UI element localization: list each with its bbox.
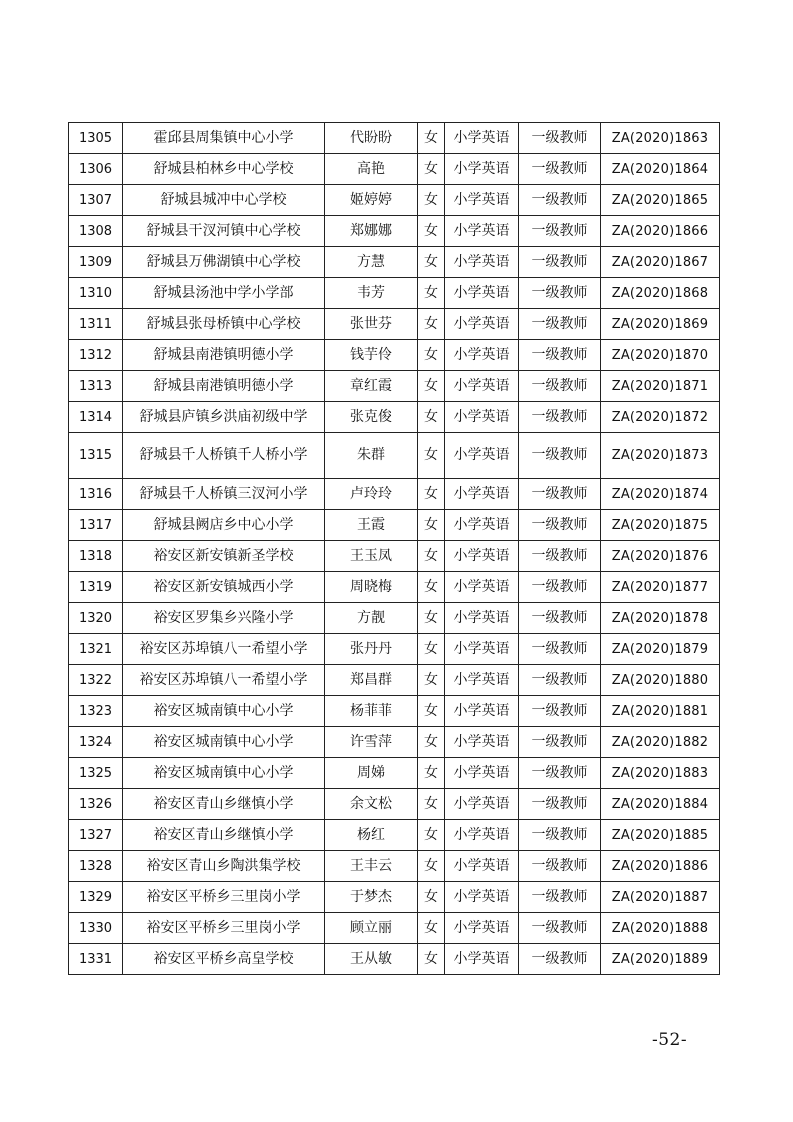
- table-row: [69, 944, 720, 975]
- row-number-cell: 1324: [69, 727, 123, 758]
- rank-title-cell: 一级教师: [519, 696, 601, 727]
- rank-title-cell: 一级教师: [519, 665, 601, 696]
- table-row: [69, 913, 720, 944]
- row-number-cell: 1306: [69, 154, 123, 185]
- certificate-code-cell: ZA(2020)1878: [601, 603, 720, 634]
- rank-title-cell: 一级教师: [519, 758, 601, 789]
- rank-title-cell: 一级教师: [519, 510, 601, 541]
- subject-cell: 小学英语: [445, 851, 519, 882]
- rank-title-cell: 一级教师: [519, 634, 601, 665]
- gender-cell: 女: [418, 309, 445, 340]
- school-cell: 舒城县干汊河镇中心学校: [123, 216, 325, 247]
- row-number-cell: 1326: [69, 789, 123, 820]
- row-number-cell: 1316: [69, 479, 123, 510]
- rank-title-cell: 一级教师: [519, 944, 601, 975]
- table-row: [69, 510, 720, 541]
- row-number-cell: 1307: [69, 185, 123, 216]
- teacher-name-cell: 周晓梅: [325, 572, 418, 603]
- table-row: [69, 278, 720, 309]
- rank-title-cell: 一级教师: [519, 572, 601, 603]
- subject-cell: 小学英语: [445, 913, 519, 944]
- school-cell: 舒城县城冲中心学校: [123, 185, 325, 216]
- certificate-code-cell: ZA(2020)1865: [601, 185, 720, 216]
- subject-cell: 小学英语: [445, 541, 519, 572]
- subject-cell: 小学英语: [445, 820, 519, 851]
- rank-title-cell: 一级教师: [519, 789, 601, 820]
- rank-title-cell: 一级教师: [519, 216, 601, 247]
- teacher-name-cell: 周娣: [325, 758, 418, 789]
- teacher-name-cell: 王霞: [325, 510, 418, 541]
- table-row: [69, 479, 720, 510]
- gender-cell: 女: [418, 727, 445, 758]
- row-number-cell: 1308: [69, 216, 123, 247]
- certificate-code-cell: ZA(2020)1879: [601, 634, 720, 665]
- subject-cell: 小学英语: [445, 789, 519, 820]
- teacher-name-cell: 姬婷婷: [325, 185, 418, 216]
- row-number-cell: 1311: [69, 309, 123, 340]
- certificate-code-cell: ZA(2020)1883: [601, 758, 720, 789]
- table-row: [69, 185, 720, 216]
- teacher-name-cell: 杨菲菲: [325, 696, 418, 727]
- teacher-name-cell: 卢玲玲: [325, 479, 418, 510]
- table-row: [69, 541, 720, 572]
- gender-cell: 女: [418, 371, 445, 402]
- certificate-code-cell: ZA(2020)1876: [601, 541, 720, 572]
- school-cell: 舒城县千人桥镇千人桥小学: [123, 433, 325, 479]
- school-cell: 裕安区平桥乡三里岗小学: [123, 913, 325, 944]
- teacher-name-cell: 顾立丽: [325, 913, 418, 944]
- school-cell: 舒城县万佛湖镇中心学校: [123, 247, 325, 278]
- certificate-code-cell: ZA(2020)1885: [601, 820, 720, 851]
- table-row: [69, 882, 720, 913]
- certificate-code-cell: ZA(2020)1888: [601, 913, 720, 944]
- certificate-code-cell: ZA(2020)1881: [601, 696, 720, 727]
- rank-title-cell: 一级教师: [519, 278, 601, 309]
- row-number-cell: 1329: [69, 882, 123, 913]
- teacher-roster-table: [68, 122, 720, 975]
- table-row: [69, 123, 720, 154]
- row-number-cell: 1305: [69, 123, 123, 154]
- school-cell: 舒城县南港镇明德小学: [123, 340, 325, 371]
- gender-cell: 女: [418, 820, 445, 851]
- certificate-code-cell: ZA(2020)1873: [601, 433, 720, 479]
- subject-cell: 小学英语: [445, 371, 519, 402]
- row-number-cell: 1314: [69, 402, 123, 433]
- teacher-name-cell: 郑昌群: [325, 665, 418, 696]
- teacher-name-cell: 韦芳: [325, 278, 418, 309]
- school-cell: 裕安区城南镇中心小学: [123, 696, 325, 727]
- school-cell: 裕安区苏埠镇八一希望小学: [123, 665, 325, 696]
- subject-cell: 小学英语: [445, 340, 519, 371]
- row-number-cell: 1313: [69, 371, 123, 402]
- subject-cell: 小学英语: [445, 882, 519, 913]
- subject-cell: 小学英语: [445, 278, 519, 309]
- rank-title-cell: 一级教师: [519, 479, 601, 510]
- table-row: [69, 433, 720, 479]
- gender-cell: 女: [418, 758, 445, 789]
- row-number-cell: 1318: [69, 541, 123, 572]
- rank-title-cell: 一级教师: [519, 247, 601, 278]
- certificate-code-cell: ZA(2020)1877: [601, 572, 720, 603]
- rank-title-cell: 一级教师: [519, 402, 601, 433]
- teacher-name-cell: 方靓: [325, 603, 418, 634]
- school-cell: 裕安区新安镇城西小学: [123, 572, 325, 603]
- teacher-name-cell: 王丰云: [325, 851, 418, 882]
- subject-cell: 小学英语: [445, 665, 519, 696]
- school-cell: 舒城县阙店乡中心小学: [123, 510, 325, 541]
- certificate-code-cell: ZA(2020)1866: [601, 216, 720, 247]
- gender-cell: 女: [418, 185, 445, 216]
- table-row: [69, 727, 720, 758]
- row-number-cell: 1315: [69, 433, 123, 479]
- subject-cell: 小学英语: [445, 510, 519, 541]
- subject-cell: 小学英语: [445, 572, 519, 603]
- rank-title-cell: 一级教师: [519, 603, 601, 634]
- table-row: [69, 154, 720, 185]
- gender-cell: 女: [418, 510, 445, 541]
- certificate-code-cell: ZA(2020)1872: [601, 402, 720, 433]
- rank-title-cell: 一级教师: [519, 727, 601, 758]
- school-cell: 霍邱县周集镇中心小学: [123, 123, 325, 154]
- gender-cell: 女: [418, 216, 445, 247]
- teacher-name-cell: 郑娜娜: [325, 216, 418, 247]
- gender-cell: 女: [418, 851, 445, 882]
- certificate-code-cell: ZA(2020)1884: [601, 789, 720, 820]
- row-number-cell: 1328: [69, 851, 123, 882]
- row-number-cell: 1325: [69, 758, 123, 789]
- teacher-name-cell: 王玉凤: [325, 541, 418, 572]
- certificate-code-cell: ZA(2020)1880: [601, 665, 720, 696]
- certificate-code-cell: ZA(2020)1889: [601, 944, 720, 975]
- table-row: [69, 758, 720, 789]
- teacher-name-cell: 许雪萍: [325, 727, 418, 758]
- certificate-code-cell: ZA(2020)1867: [601, 247, 720, 278]
- subject-cell: 小学英语: [445, 154, 519, 185]
- subject-cell: 小学英语: [445, 758, 519, 789]
- teacher-name-cell: 朱群: [325, 433, 418, 479]
- table-row: [69, 851, 720, 882]
- certificate-code-cell: ZA(2020)1869: [601, 309, 720, 340]
- teacher-name-cell: 杨红: [325, 820, 418, 851]
- rank-title-cell: 一级教师: [519, 123, 601, 154]
- row-number-cell: 1310: [69, 278, 123, 309]
- roster-body: [69, 123, 720, 975]
- row-number-cell: 1320: [69, 603, 123, 634]
- table-row: [69, 371, 720, 402]
- gender-cell: 女: [418, 154, 445, 185]
- rank-title-cell: 一级教师: [519, 371, 601, 402]
- subject-cell: 小学英语: [445, 433, 519, 479]
- rank-title-cell: 一级教师: [519, 309, 601, 340]
- teacher-name-cell: 代盼盼: [325, 123, 418, 154]
- table-row: [69, 603, 720, 634]
- subject-cell: 小学英语: [445, 247, 519, 278]
- rank-title-cell: 一级教师: [519, 820, 601, 851]
- gender-cell: 女: [418, 479, 445, 510]
- page-number: -52-: [652, 1030, 688, 1050]
- teacher-name-cell: 王从敏: [325, 944, 418, 975]
- table-row: [69, 634, 720, 665]
- row-number-cell: 1317: [69, 510, 123, 541]
- teacher-name-cell: 张丹丹: [325, 634, 418, 665]
- rank-title-cell: 一级教师: [519, 882, 601, 913]
- gender-cell: 女: [418, 634, 445, 665]
- row-number-cell: 1327: [69, 820, 123, 851]
- subject-cell: 小学英语: [445, 309, 519, 340]
- table-row: [69, 789, 720, 820]
- teacher-name-cell: 余文松: [325, 789, 418, 820]
- gender-cell: 女: [418, 913, 445, 944]
- certificate-code-cell: ZA(2020)1886: [601, 851, 720, 882]
- teacher-name-cell: 方慧: [325, 247, 418, 278]
- table-row: [69, 820, 720, 851]
- table-row: [69, 216, 720, 247]
- teacher-name-cell: 于梦杰: [325, 882, 418, 913]
- gender-cell: 女: [418, 944, 445, 975]
- rank-title-cell: 一级教师: [519, 433, 601, 479]
- certificate-code-cell: ZA(2020)1875: [601, 510, 720, 541]
- subject-cell: 小学英语: [445, 696, 519, 727]
- gender-cell: 女: [418, 340, 445, 371]
- school-cell: 裕安区罗集乡兴隆小学: [123, 603, 325, 634]
- certificate-code-cell: ZA(2020)1868: [601, 278, 720, 309]
- table-row: [69, 247, 720, 278]
- subject-cell: 小学英语: [445, 402, 519, 433]
- school-cell: 裕安区城南镇中心小学: [123, 758, 325, 789]
- school-cell: 舒城县千人桥镇三汊河小学: [123, 479, 325, 510]
- school-cell: 裕安区城南镇中心小学: [123, 727, 325, 758]
- gender-cell: 女: [418, 433, 445, 479]
- table-row: [69, 665, 720, 696]
- school-cell: 舒城县庐镇乡洪庙初级中学: [123, 402, 325, 433]
- school-cell: 裕安区苏埠镇八一希望小学: [123, 634, 325, 665]
- row-number-cell: 1322: [69, 665, 123, 696]
- school-cell: 裕安区青山乡继慎小学: [123, 820, 325, 851]
- row-number-cell: 1331: [69, 944, 123, 975]
- table-row: [69, 340, 720, 371]
- row-number-cell: 1312: [69, 340, 123, 371]
- row-number-cell: 1309: [69, 247, 123, 278]
- certificate-code-cell: ZA(2020)1882: [601, 727, 720, 758]
- gender-cell: 女: [418, 541, 445, 572]
- teacher-name-cell: 钱芋伶: [325, 340, 418, 371]
- rank-title-cell: 一级教师: [519, 851, 601, 882]
- subject-cell: 小学英语: [445, 603, 519, 634]
- teacher-name-cell: 高艳: [325, 154, 418, 185]
- teacher-name-cell: 章红霞: [325, 371, 418, 402]
- rank-title-cell: 一级教师: [519, 541, 601, 572]
- school-cell: 裕安区青山乡陶洪集学校: [123, 851, 325, 882]
- subject-cell: 小学英语: [445, 185, 519, 216]
- subject-cell: 小学英语: [445, 634, 519, 665]
- subject-cell: 小学英语: [445, 216, 519, 247]
- rank-title-cell: 一级教师: [519, 185, 601, 216]
- gender-cell: 女: [418, 572, 445, 603]
- certificate-code-cell: ZA(2020)1870: [601, 340, 720, 371]
- school-cell: 舒城县南港镇明德小学: [123, 371, 325, 402]
- row-number-cell: 1319: [69, 572, 123, 603]
- subject-cell: 小学英语: [445, 727, 519, 758]
- gender-cell: 女: [418, 123, 445, 154]
- row-number-cell: 1330: [69, 913, 123, 944]
- rank-title-cell: 一级教师: [519, 913, 601, 944]
- school-cell: 裕安区新安镇新圣学校: [123, 541, 325, 572]
- rank-title-cell: 一级教师: [519, 154, 601, 185]
- gender-cell: 女: [418, 278, 445, 309]
- table-row: [69, 309, 720, 340]
- subject-cell: 小学英语: [445, 123, 519, 154]
- gender-cell: 女: [418, 247, 445, 278]
- table-row: [69, 572, 720, 603]
- roster-sheet: [68, 122, 720, 975]
- certificate-code-cell: ZA(2020)1864: [601, 154, 720, 185]
- school-cell: 舒城县汤池中学小学部: [123, 278, 325, 309]
- school-cell: 舒城县张母桥镇中心学校: [123, 309, 325, 340]
- teacher-name-cell: 张克俊: [325, 402, 418, 433]
- gender-cell: 女: [418, 696, 445, 727]
- gender-cell: 女: [418, 603, 445, 634]
- table-row: [69, 402, 720, 433]
- certificate-code-cell: ZA(2020)1874: [601, 479, 720, 510]
- teacher-name-cell: 张世芬: [325, 309, 418, 340]
- certificate-code-cell: ZA(2020)1863: [601, 123, 720, 154]
- row-number-cell: 1323: [69, 696, 123, 727]
- gender-cell: 女: [418, 402, 445, 433]
- school-cell: 裕安区青山乡继慎小学: [123, 789, 325, 820]
- gender-cell: 女: [418, 665, 445, 696]
- school-cell: 舒城县柏林乡中心学校: [123, 154, 325, 185]
- school-cell: 裕安区平桥乡三里岗小学: [123, 882, 325, 913]
- subject-cell: 小学英语: [445, 479, 519, 510]
- certificate-code-cell: ZA(2020)1887: [601, 882, 720, 913]
- rank-title-cell: 一级教师: [519, 340, 601, 371]
- subject-cell: 小学英语: [445, 944, 519, 975]
- table-row: [69, 696, 720, 727]
- gender-cell: 女: [418, 789, 445, 820]
- certificate-code-cell: ZA(2020)1871: [601, 371, 720, 402]
- row-number-cell: 1321: [69, 634, 123, 665]
- gender-cell: 女: [418, 882, 445, 913]
- school-cell: 裕安区平桥乡高皇学校: [123, 944, 325, 975]
